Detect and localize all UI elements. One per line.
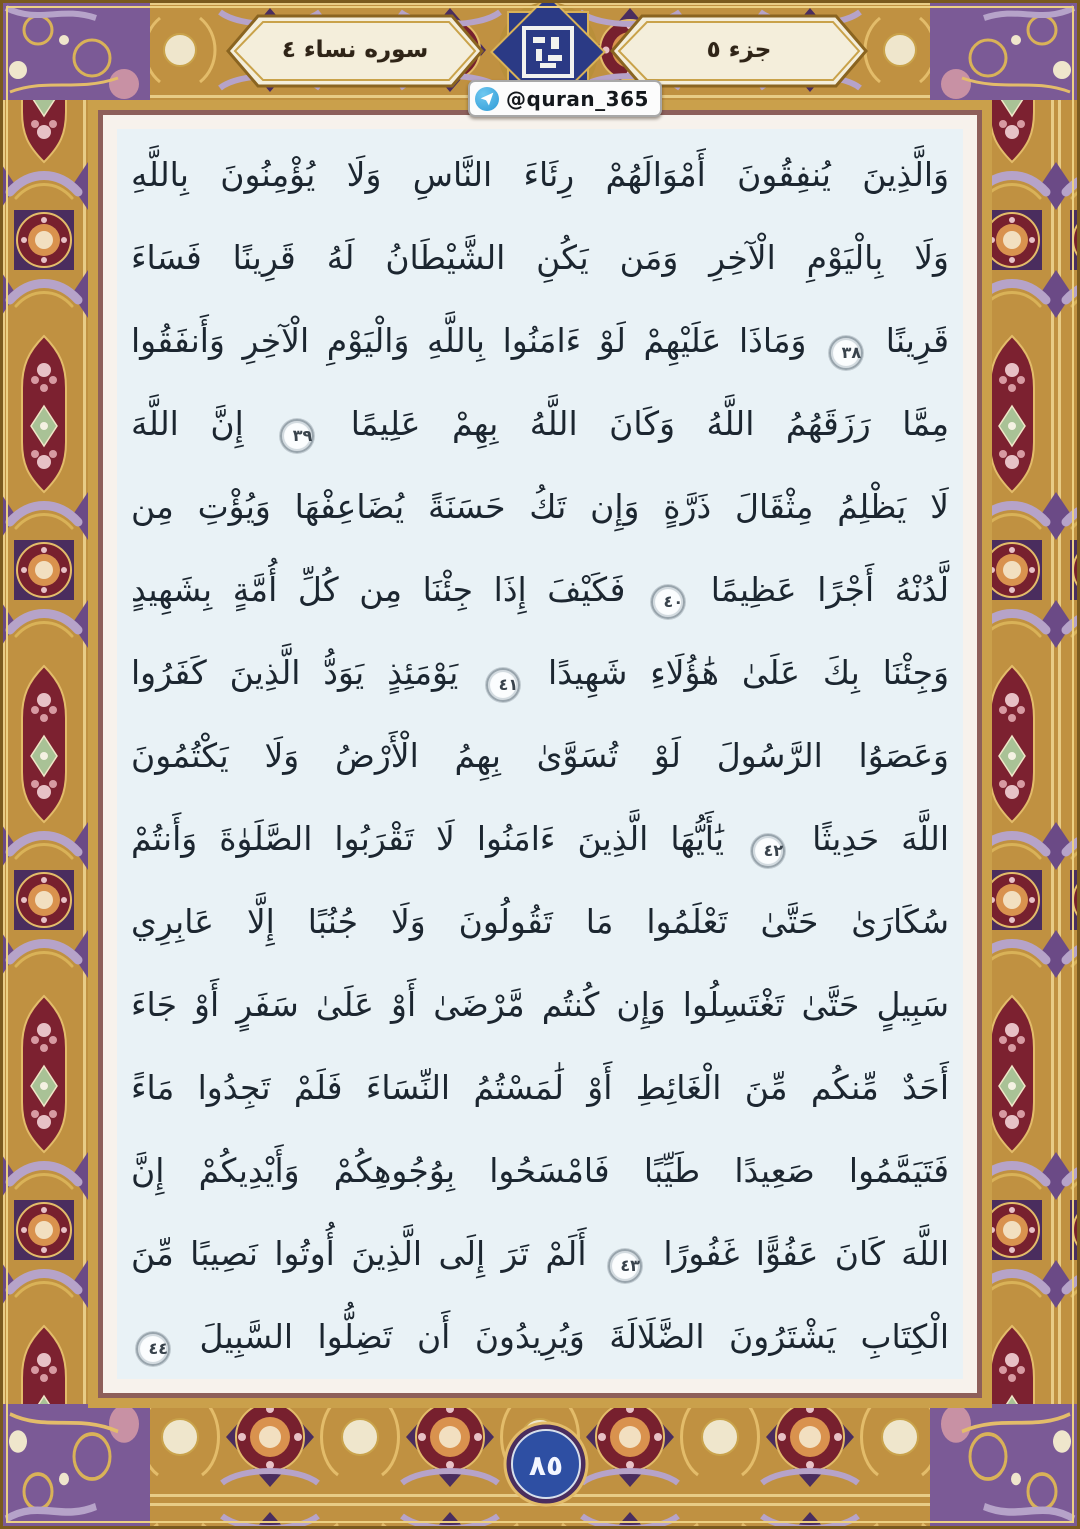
quran-line [131, 465, 949, 548]
ayah-text: الْكِتَابِ يَشْتَرُونَ الضَّلَالَةَ وَيُرِيدُونَ أَن تَضِلُّوا السَّبِيلَ [199, 1317, 950, 1356]
quran-line [131, 1129, 949, 1212]
quran-line [131, 133, 949, 216]
ayah-text: يَوْمَئِذٍ يَوَدُّ الَّذِينَ كَفَرُوا [131, 653, 459, 692]
page-number: ٨٥ [528, 1448, 564, 1482]
ayah-end-marker: ٤١ [486, 668, 520, 702]
ayah-text: وَالَّذِينَ يُنفِقُونَ أَمْوَالَهُمْ رِئَاءَ النَّاسِ وَلَا يُؤْمِنُونَ بِاللَّهِ [131, 155, 949, 194]
ayah-text: فَتَيَمَّمُوا صَعِيدًا طَيِّبًا فَامْسَحُوا بِوُجُوهِكُمْ وَأَيْدِيكُمْ إِنَّ [131, 1151, 949, 1190]
ayah-text: وَجِئْنَا بِكَ عَلَىٰ هَٰؤُلَاءِ شَهِيدًا [548, 653, 950, 692]
ayah-text: مِمَّا رَزَقَهُمُ اللَّهُ وَكَانَ اللَّهُ بِهِمْ عَلِيمًا [350, 404, 950, 443]
ayah-text: لَا يَظْلِمُ مِثْقَالَ ذَرَّةٍ وَإِن تَكُ حَسَنَةً يُضَاعِفْهَا وَيُؤْتِ مِن [131, 487, 949, 526]
quran-line [131, 1046, 949, 1129]
ayah-text: أَحَدٌ مِّنكُم مِّنَ الْغَائِطِ أَوْ لَٰمَسْتُمُ النِّسَاءَ فَلَمْ تَجِدُوا مَاءً [131, 1068, 949, 1107]
surah-cartouche-label: سوره نساء ٤ [281, 37, 429, 63]
ayah-text: أَلَمْ تَرَ إِلَى الَّذِينَ أُوتُوا نَصِيبًا مِّنَ [131, 1234, 587, 1273]
ayah-end-marker: ٣٨ [829, 336, 863, 370]
quran-line [131, 1295, 949, 1378]
ayah-end-marker: ٤٣ [608, 1249, 642, 1283]
quran-line [131, 797, 949, 880]
ayah-text: اللَّهَ حَدِيثًا [812, 819, 949, 858]
quran-text [117, 129, 963, 1379]
quran-line [131, 548, 949, 631]
quran-line [131, 216, 949, 299]
ayah-text: إِنَّ اللَّهَ [131, 404, 244, 443]
ayah-text: سُكَارَىٰ حَتَّىٰ تَعْلَمُوا مَا تَقُولُونَ وَلَا جُنُبًا إِلَّا عَابِرِي [131, 902, 949, 941]
ayah-text: وَمَاذَا عَلَيْهِمْ لَوْ ءَامَنُوا بِاللَّهِ وَالْيَوْمِ الْآخِرِ وَأَنفَقُوا [131, 321, 807, 360]
telegram-handle-badge[interactable] [468, 80, 662, 117]
telegram-icon [475, 87, 499, 111]
juz-cartouche-label: جزء ٥ [706, 37, 772, 63]
ayah-text: لَّدُنْهُ أَجْرًا عَظِيمًا [710, 570, 950, 609]
quran-line [131, 714, 949, 797]
ayah-end-marker: ٤٢ [751, 834, 785, 868]
quran-line [131, 880, 949, 963]
ayah-text: قَرِينًا [885, 321, 949, 360]
ayah-text: وَلَا بِالْيَوْمِ الْآخِرِ وَمَن يَكُنِ الشَّيْطَانُ لَهُ قَرِينًا فَسَاءَ [131, 238, 949, 277]
quran-line [131, 631, 949, 714]
ayah-text: سَبِيلٍ حَتَّىٰ تَغْتَسِلُوا وَإِن كُنتُم مَّرْضَىٰ أَوْ عَلَىٰ سَفَرٍ أَوْ جَاءَ [131, 985, 949, 1024]
ayah-text: فَكَيْفَ إِذَا جِئْنَا مِن كُلِّ أُمَّةٍ بِشَهِيدٍ [131, 570, 626, 609]
quran-line [131, 963, 949, 1046]
ayah-end-marker: ٤٤ [136, 1332, 170, 1366]
ayah-text: وَعَصَوُا الرَّسُولَ لَوْ تُسَوَّىٰ بِهِمُ الْأَرْضُ وَلَا يَكْتُمُونَ [131, 736, 949, 775]
quran-line [131, 299, 949, 382]
ayah-text: اللَّهَ كَانَ عَفُوًّا غَفُورًا [663, 1234, 950, 1273]
ayah-text: يَٰأَيُّهَا الَّذِينَ ءَامَنُوا لَا تَقْرَبُوا الصَّلَوٰةَ وَأَنتُمْ [131, 819, 725, 858]
ayah-end-marker: ٣٩ [280, 419, 314, 453]
telegram-handle-text: @quran_365 [506, 86, 649, 111]
quran-line [131, 382, 949, 465]
quran-line [131, 1212, 949, 1295]
ayah-end-marker: ٤٠ [651, 585, 685, 619]
